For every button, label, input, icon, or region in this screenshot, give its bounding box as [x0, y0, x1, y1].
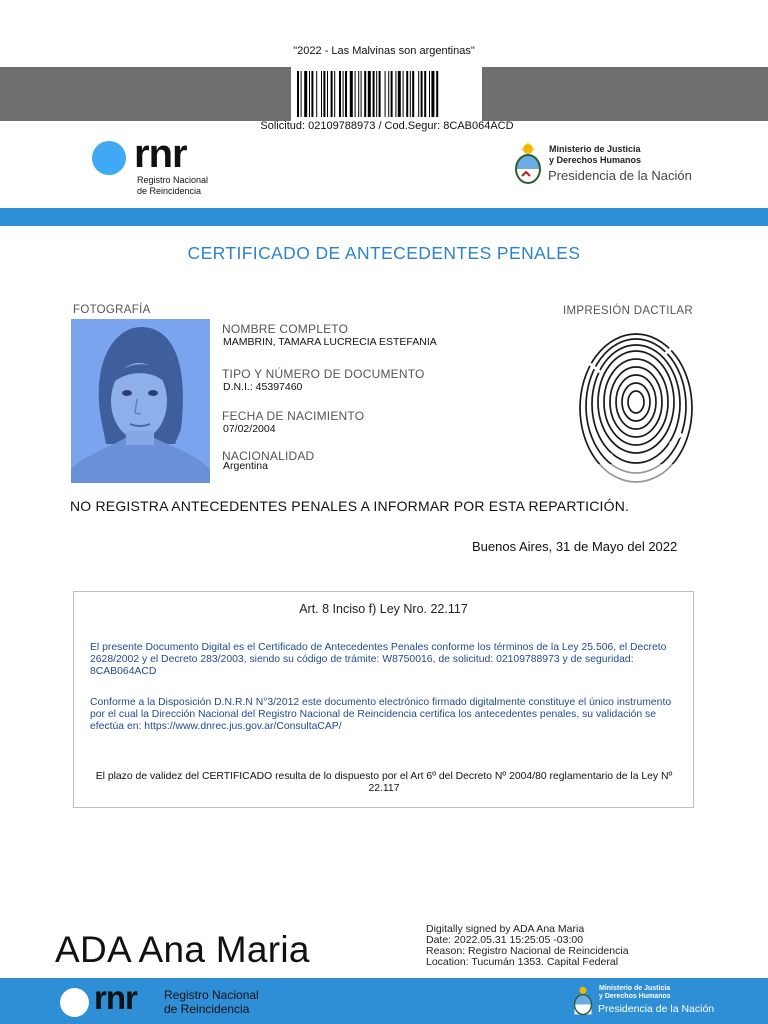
fingerprint-image	[570, 324, 703, 483]
digital-signature-block	[426, 924, 629, 968]
field-value-documento: D.N.I.: 45397460	[223, 381, 303, 393]
signature-line-reason: Reason: Registro Nacional de Reincidencia	[426, 945, 629, 957]
rnr-subtitle-footer: Registro Nacional de Reincidencia	[164, 988, 259, 1016]
argentina-coat-of-arms-icon	[511, 142, 545, 186]
rnr-wordmark-footer: rnr	[94, 979, 137, 1016]
legal-paragraph-3: El plazo de validez del CERTIFICADO resulta de lo dispuesto por el Art 6º del Decreto Nº 2004/80 reglamentario de la Ley Nº 22.117	[95, 771, 673, 794]
presidencia-label-footer: Presidencia de la Nación	[598, 1003, 715, 1015]
field-value-nombre: MAMBRIN, TAMARA LUCRECIA ESTEFANIA	[223, 336, 437, 348]
rnr-dot-icon	[92, 141, 126, 175]
field-value-nacimiento: 07/02/2004	[223, 423, 276, 435]
field-value-nacionalidad: Argentina	[223, 460, 268, 472]
signature-line-signed-by: Digitally signed by ADA Ana Maria	[426, 923, 585, 935]
legal-box	[73, 591, 694, 808]
argentina-coat-of-arms-icon	[571, 984, 595, 1018]
blue-divider-band	[0, 208, 768, 226]
field-label-documento: TIPO Y NÚMERO DE DOCUMENTO	[222, 367, 425, 381]
legal-title: Art. 8 Inciso f) Ley Nro. 22.117	[299, 602, 468, 616]
field-label-nacimiento: FECHA DE NACIMIENTO	[222, 409, 365, 423]
rnr-wordmark: rnr	[134, 132, 187, 176]
place-date: Buenos Aires, 31 de Mayo del 2022	[472, 539, 678, 554]
legal-paragraph-2: Conforme a la Disposición D.N.R.N N°3/2012 este documento electrónico firmado digitalmente constituye el único instrumento por el cual la Dirección Nacional del Registro Nacional de Reincidencia certifica los antecedentes penales, su validación se efectúa en: https://www.dnrec.jus.gov.ar/ConsultaCAP/	[90, 697, 672, 732]
photo-label: FOTOGRAFÍA	[73, 304, 151, 316]
rnr-dot-icon	[60, 988, 89, 1017]
barcode-bars	[297, 71, 476, 117]
presidencia-label: Presidencia de la Nación	[548, 168, 692, 183]
portrait-image	[71, 319, 210, 483]
field-label-nombre: NOMBRE COMPLETO	[222, 322, 349, 336]
ministerio-name: Ministerio de Justicia y Derechos Humanos	[549, 144, 642, 165]
ministerio-name-footer: Ministerio de Justicia y Derechos Humanos	[599, 985, 671, 1000]
ministerio-logo	[511, 140, 711, 192]
motto-text: "2022 - Las Malvinas son argentinas"	[293, 45, 475, 57]
rnr-logo	[90, 132, 230, 200]
ministerio-logo-footer	[571, 984, 751, 1020]
document-title: CERTIFICADO DE ANTECEDENTES PENALES	[187, 243, 581, 263]
result-statement: NO REGISTRA ANTECEDENTES PENALES A INFORMAR POR ESTA REPARTICIÓN.	[70, 498, 630, 514]
field-label-nacionalidad: NACIONALIDAD	[222, 449, 315, 463]
solicitud-code: Solicitud: 02109788973 / Cod.Segur: 8CAB064ACD	[260, 120, 514, 132]
signature-line-date: Date: 2022.05.31 15:25:05 -03:00	[426, 934, 584, 946]
barcode	[291, 67, 482, 121]
signature-line-location: Location: Tucumán 1353. Capital Federal	[426, 956, 619, 968]
person-photo	[71, 319, 210, 483]
legal-paragraph-1: El presente Documento Digital es el Certificado de Antecedentes Penales conforme los términos de la Ley 25.506, el Decreto 2628/2002 y el Decreto 283/2003, siendo su código de trámite: W8750016, de solicitud: 02109788973 y de seguridad: 8CAB064ACD	[90, 642, 667, 677]
rnr-logo-footer	[56, 979, 286, 1020]
signer-name: ADA Ana Maria	[55, 929, 310, 970]
rnr-subtitle: Registro Nacional de Reincidencia	[137, 175, 209, 196]
fingerprint-icon	[570, 324, 703, 483]
fingerprint-label: IMPRESIÓN DACTILAR	[563, 305, 694, 317]
